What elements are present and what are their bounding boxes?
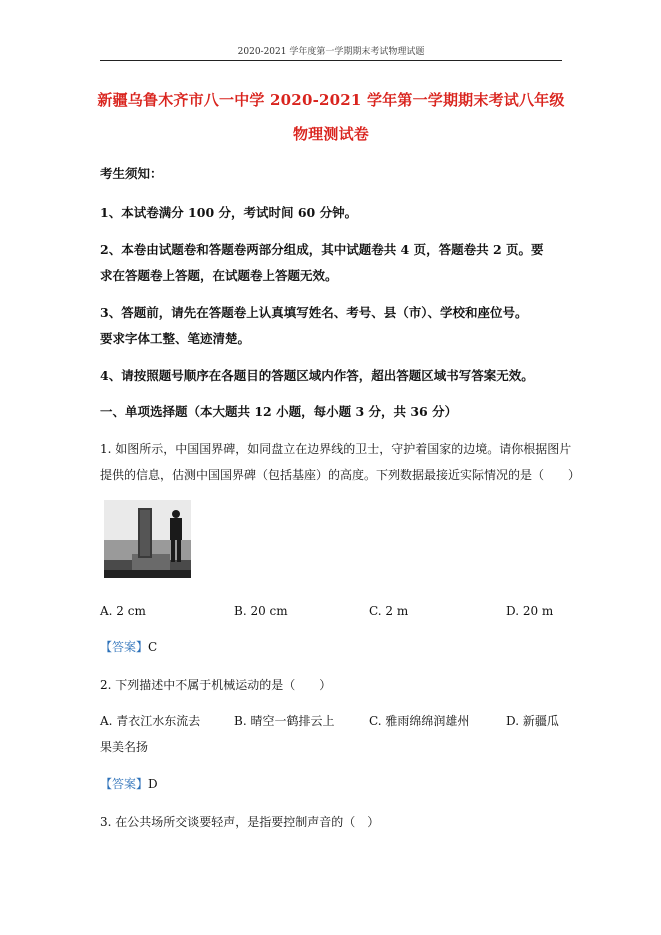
answer-tag: 【答案】 [100,777,149,791]
q2-option-b: B. 晴空一鹤排云上 [234,714,335,728]
header-rule [100,60,562,61]
question-1-stem-line1: 1. 如图所示，中国国界碑，如同盘立在边界线的卫士，守护着国家的边境。请你根据图片 [100,442,572,456]
q1-option-b: B. 20 cm [234,604,288,618]
q1-option-a: A. 2 cm [100,604,146,618]
q1-option-d: D. 20 m [506,604,554,618]
exam-title-line2: 物理测试卷 [292,125,369,143]
notice-item-1: 1、本试卷满分 100 分，考试时间 60 分钟。 [100,205,358,220]
notice-heading: 考生须知： [100,166,163,181]
q2-option-a: A. 青衣江水东流去 [100,714,201,728]
question-2-stem: 2. 下列描述中不属于机械运动的是（ ） [100,678,332,692]
q2-option-c: C. 雅雨绵绵润雄州 [369,714,470,728]
notice-item-3-line1: 3、答题前，请先在答题卷上认真填写姓名、考号、县（市）、学校和座位号。 [100,305,528,320]
q2-answer [100,776,158,792]
notice-item-2-line2: 求在答题卷上答题，在试题卷上答题无效。 [100,268,338,283]
notice-item-3-line2: 要求字体工整、笔迹清楚。 [100,331,251,346]
q1-answer [100,639,157,655]
answer-value: C [148,640,158,654]
q2-option-d: D. 新疆瓜 [506,714,559,728]
notice-item-4: 4、请按照题号顺序在各题目的答题区域内作答，超出答题区域书写答案无效。 [100,368,534,383]
q2-option-d-continued: 果美名扬 [100,740,149,754]
exam-title-line1: 新疆乌鲁木齐市八一中学 2020-2021 学年第一学期期末考试八年级 [97,91,565,109]
question-1-stem-line2: 提供的信息，估测中国国界碑（包括基座）的高度。下列数据最接近实际情况的是（ ） [100,468,581,482]
boundary-marker-photo [104,500,191,578]
running-header: 2020-2021 学年度第一学期期末考试物理试题 [237,47,425,57]
answer-tag: 【答案】 [100,640,149,654]
question-3-stem: 3. 在公共场所交谈要轻声，是指要控制声音的（ ） [100,815,380,829]
section-1-heading: 一、单项选择题（本大题共 12 小题，每小题 3 分，共 36 分） [100,404,458,419]
notice-item-2-line1: 2、本卷由试题卷和答题卷两部分组成，其中试题卷共 4 页，答题卷共 2 页。要 [100,242,544,257]
answer-value: D [148,777,158,791]
q1-option-c: C. 2 m [369,604,409,618]
